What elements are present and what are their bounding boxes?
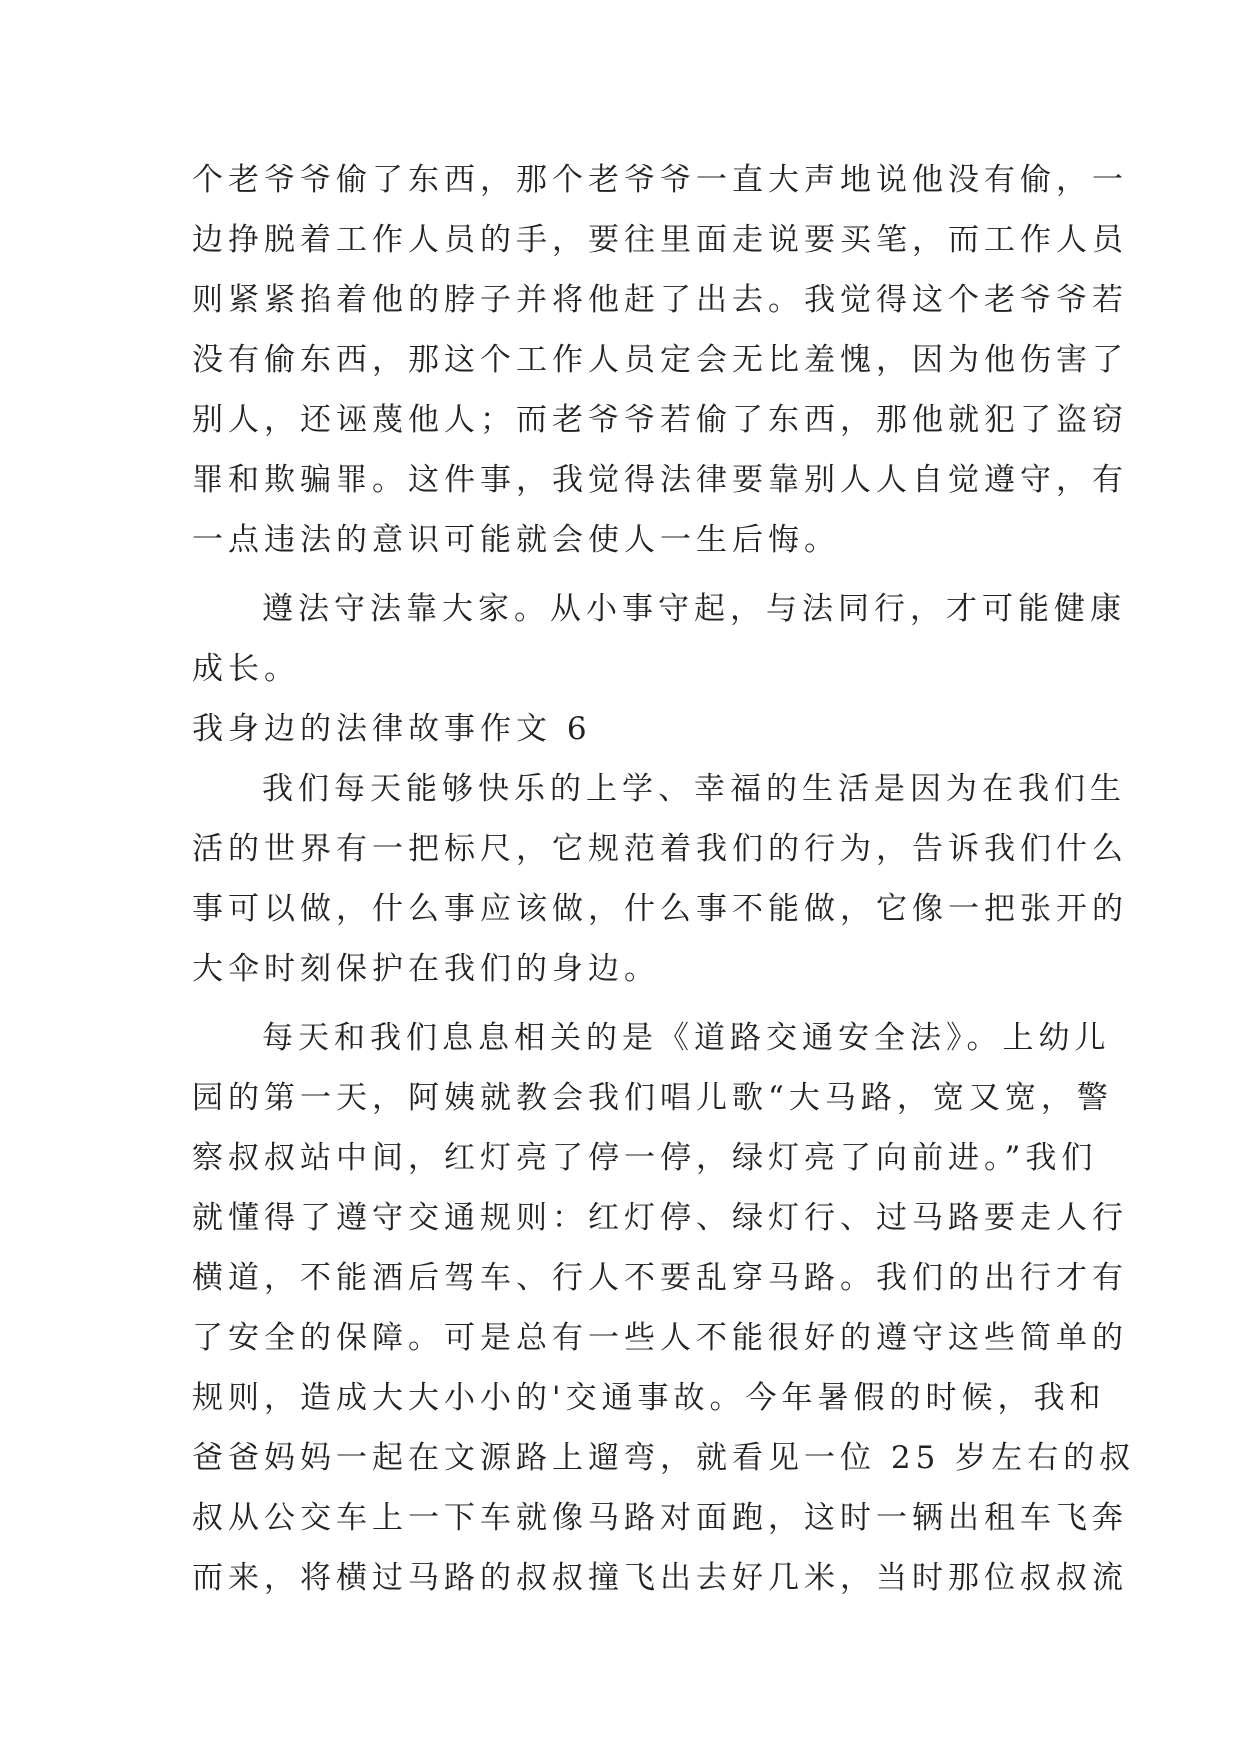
text-line: 叔从公交车上一下车就像马路对面跑，这时一辆出租车飞奔 bbox=[192, 1500, 1128, 1536]
document-body bbox=[192, 150, 1136, 1608]
text-line: 遵法守法靠大家。从小事守起，与法同行，才可能健康 bbox=[262, 591, 1126, 627]
paragraph bbox=[192, 579, 1126, 699]
text-line: 每天和我们息息相关的是《道路交通安全法》。上幼儿 bbox=[262, 1020, 1111, 1056]
text-line: 活的世界有一把标尺，它规范着我们的行为，告诉我们什么 bbox=[192, 831, 1128, 867]
text-line: 了安全的保障。可是总有一些人不能很好的遵守这些简单的 bbox=[192, 1320, 1128, 1356]
text-line: 横道，不能酒后驾车、行人不要乱穿马路。我们的出行才有 bbox=[192, 1260, 1128, 1296]
text-line: 边挣脱着工作人员的手，要往里面走说要买笔，而工作人员 bbox=[192, 222, 1128, 258]
text-line: 事可以做，什么事应该做，什么事不能做，它像一把张开的 bbox=[192, 891, 1128, 927]
text-line: 而来，将横过马路的叔叔撞飞出去好几米，当时那位叔叔流 bbox=[192, 1560, 1128, 1596]
paragraph bbox=[192, 1008, 1136, 1608]
text-line: 我们每天能够快乐的上学、幸福的生活是因为在我们生 bbox=[262, 771, 1126, 807]
text-line: 罪和欺骗罪。这件事，我觉得法律要靠别人人自觉遵守，有 bbox=[192, 462, 1128, 498]
text-line: 一点违法的意识可能就会使人一生后悔。 bbox=[192, 522, 840, 558]
text-line: 别人，还诬蔑他人；而老爷爷若偷了东西，那他就犯了盗窃 bbox=[192, 402, 1128, 438]
text-line: 察叔叔站中间，红灯亮了停一停，绿灯亮了向前进。”我们 bbox=[192, 1140, 1098, 1176]
text-line: 规则，造成大大小小的'交通事故。今年暑假的时候，我和 bbox=[192, 1380, 1106, 1416]
paragraph bbox=[192, 759, 1128, 999]
text-line: 就懂得了遵守交通规则：红灯停、绿灯行、过马路要走人行 bbox=[192, 1200, 1128, 1236]
paragraph bbox=[192, 150, 1128, 570]
text-line: 大伞时刻保护在我们的身边。 bbox=[192, 951, 660, 987]
text-line: 没有偷东西，那这个工作人员定会无比羞愧，因为他伤害了 bbox=[192, 342, 1128, 378]
section-heading: 我身边的法律故事作文 6 bbox=[192, 711, 592, 747]
text-line: 园的第一天，阿姨就教会我们唱儿歌“大马路，宽又宽，警 bbox=[192, 1080, 1113, 1116]
text-line: 个老爷爷偷了东西，那个老爷爷一直大声地说他没有偷，一 bbox=[192, 162, 1128, 198]
text-line: 成长。 bbox=[192, 651, 300, 687]
text-line: 爸爸妈妈一起在文源路上遛弯，就看见一位 25 岁左右的叔 bbox=[192, 1440, 1136, 1476]
text-line: 则紧紧掐着他的脖子并将他赶了出去。我觉得这个老爷爷若 bbox=[192, 282, 1128, 318]
